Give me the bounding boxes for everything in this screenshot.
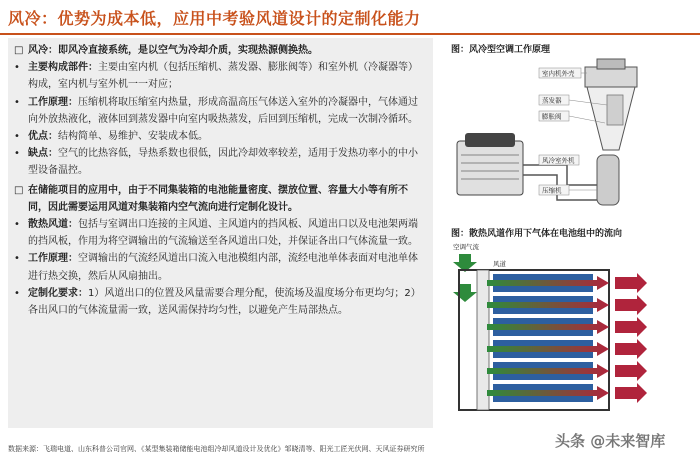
- dot-bullet-icon: •: [14, 253, 20, 265]
- dot-bullet-icon: •: [14, 219, 20, 231]
- bullet-value: 空调输出的气流经风道出口流入电池模组内部，流经电池单体表面对电池单体进行热交换，然后从风扇抽出。: [28, 253, 418, 282]
- label-compressor: 压缩机: [542, 186, 562, 195]
- figure-2-airflow-diagram: [447, 240, 687, 418]
- dot-bullet-icon: •: [14, 96, 20, 108]
- bullet-key: 优点：: [28, 131, 58, 143]
- checkbox-bullet-icon: □: [14, 184, 24, 196]
- bullet-item: [14, 216, 426, 250]
- dot-bullet-icon: •: [14, 62, 20, 74]
- lead-paragraph-1: [14, 42, 426, 59]
- bullet-item: [14, 250, 426, 284]
- title-divider: [0, 33, 700, 35]
- checkbox-bullet-icon: □: [14, 45, 24, 56]
- bullet-key: 工作原理：: [28, 96, 78, 108]
- bullet-value: 1）风道出口的位置及风量需要合理分配，使流场及温度场分布更均匀；2）各出风口的气体流量需一致，送风需保持均匀性，以避免产生局部热点。: [28, 287, 421, 317]
- page-title: 风冷：优势为成本低，应用中考验风道设计的定制化能力: [8, 9, 421, 28]
- bullet-key: 散热风道：: [28, 219, 78, 231]
- label-air-duct: 风道: [493, 260, 506, 268]
- bullet-item: [14, 94, 426, 128]
- bullet-key: 定制化要求：: [28, 287, 88, 299]
- dot-bullet-icon: •: [14, 287, 20, 299]
- label-outdoor-unit: 风冷室外机: [542, 156, 575, 165]
- bullet-item: [14, 128, 426, 145]
- lead-text-2: 在储能项目的应用中，由于不同集装箱的电池能量密度、摆放位置、容量大小等有所不同，因此需要运用风道对集装箱内空气流向进行定制化设计。: [28, 184, 408, 213]
- label-indoor-shell: 室内机外壳: [542, 69, 575, 78]
- bullet-key: 工作原理：: [28, 253, 78, 265]
- bullet-key: 主要构成部件：: [28, 62, 98, 74]
- dot-bullet-icon: •: [14, 131, 20, 143]
- left-content: [14, 42, 426, 319]
- bullet-item: [14, 59, 426, 93]
- bullet-item: [14, 145, 426, 179]
- lead-text-1: 风冷：即风冷直接系统，是以空气为冷却介质，实现热源侧换热。: [28, 45, 318, 56]
- bullet-value: 压缩机将取压缩室内热量，形成高温高压气体送入室外的冷凝器中，气体通过向外放热液化，液体回到蒸发器中向室内吸热蒸发，后回到压缩机，完成一次制冷循环。: [28, 96, 418, 125]
- dot-bullet-icon: •: [14, 148, 20, 160]
- bullet-value: 空气的比热容低，导热系数也很低，因此冷却效率较差，适用于发热功率小的中小型设备温控。: [28, 148, 418, 177]
- outdoor-unit: [457, 133, 523, 195]
- figure-1-ac-diagram: [447, 55, 687, 220]
- source-note: 数据来源：飞瑞电道、山东科普公司官网、《某型集装箱储能电池组冷却风道设计及优化》邹晓清等、阳光工匠光伏网、天风证券研究所: [8, 445, 425, 453]
- bullet-value: 主要由室内机（包括压缩机、蒸发器、膨胀阀等）和室外机（冷凝器等）构成，室内机与室外机一一对应；: [28, 62, 418, 91]
- label-evaporator: 蒸发器: [542, 96, 562, 105]
- label-ac-airflow: 空调气流: [453, 243, 479, 251]
- lead-paragraph-2: [14, 182, 426, 216]
- figure-2-caption: 图：散热风道作用下气体在电池组中的流向: [451, 229, 623, 239]
- label-expansion-valve: 膨胀阀: [542, 112, 562, 121]
- bullet-item: [14, 285, 426, 319]
- figure-1-caption: 图：风冷型空调工作原理: [451, 45, 551, 55]
- watermark: 头条 @未来智库: [555, 432, 666, 450]
- bullet-key: 缺点：: [28, 148, 58, 160]
- bullet-value: 包括与室调出口连接的主风道、主风道内的挡风板、风道出口以及电池架两端的挡风板，作用为将空调输出的气流输送至各风道出口处，并保证各出口气体流量一致。: [28, 219, 418, 248]
- bullet-value: 结构简单、易维护、安装成本低。: [58, 131, 208, 143]
